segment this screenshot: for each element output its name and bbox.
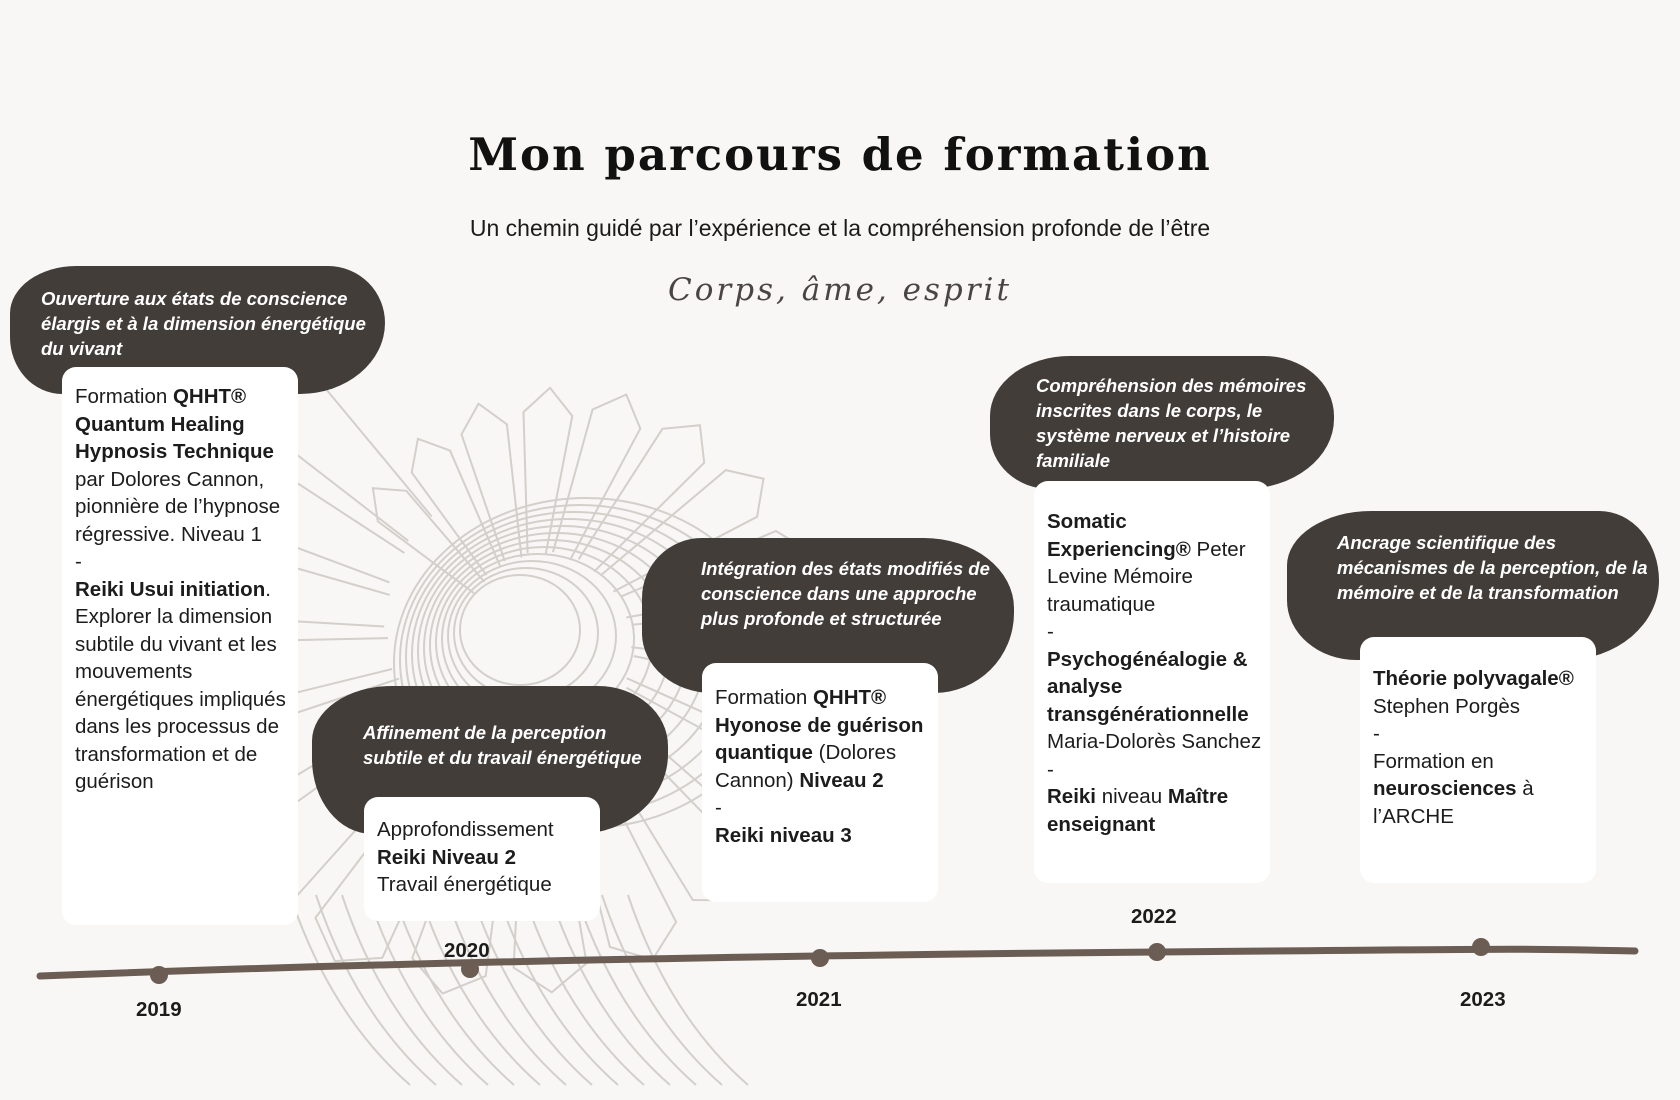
card-text: Formation: [75, 385, 173, 408]
card-text: -: [1047, 620, 1054, 643]
timeline-dot-2022: [1148, 943, 1166, 961]
year-label-2020: 2020: [444, 939, 490, 962]
page-title: Mon parcours de formation: [468, 128, 1212, 181]
card-text: -: [75, 550, 82, 573]
card-text-bold: Psychogénéalogie & analyse transgénérationnelle: [1047, 647, 1249, 726]
card-text-bold: Théorie polyvagale®: [1373, 667, 1574, 690]
card-text-bold: Reiki Usui initiation: [75, 577, 266, 601]
card-text: Peter Levine Mémoire traumatique: [1047, 537, 1246, 616]
card-text-bold: QHHT® Quantum Healing Hypnosis Technique: [75, 385, 274, 463]
year-label-2021: 2021: [796, 988, 842, 1011]
intention-bubble-2022: Compréhension des mémoires inscrites dans le corps, le système nerveux et l’histoire familiale: [990, 356, 1334, 489]
card-text: niveau: [1096, 785, 1168, 808]
card-text: -: [1373, 722, 1380, 745]
card-text: à l’ARCHE: [1373, 777, 1534, 828]
card-text: (Dolores Cannon): [715, 741, 897, 792]
card-text: -: [1047, 757, 1054, 781]
year-label-2023: 2023: [1460, 988, 1506, 1011]
year-label-2022: 2022: [1131, 905, 1177, 928]
timeline-dot-2019: [150, 966, 168, 984]
tagline: Corps, âme, esprit: [668, 272, 1012, 308]
page-subtitle: Un chemin guidé par l’expérience et la compréhension profonde de l’être: [469, 215, 1211, 241]
intention-bubble-2019: Ouverture aux états de conscience élargis et à la dimension énergétique du vivant: [10, 266, 385, 394]
card-text-bold: Somatic Experiencing®: [1047, 510, 1191, 561]
timeline-line: [40, 949, 1635, 976]
card-text-bold: Niveau 2: [799, 768, 884, 792]
card-text-bold: Reiki: [1047, 785, 1096, 808]
card-text: Stephen Porgès: [1373, 694, 1521, 718]
card-text-bold: Reiki niveau 3: [715, 823, 852, 847]
card-text: Formation: [715, 686, 813, 709]
card-text: -: [715, 796, 722, 819]
intention-bubble-2021: Intégration des états modifiés de conscience dans une approche plus profonde et structurée: [642, 538, 1014, 693]
card-text-bold: Reiki Niveau 2: [377, 845, 517, 869]
intention-bubble-2023: Ancrage scientifique des mécanismes de la perception, de la mémoire et de la transformation: [1287, 511, 1659, 660]
intention-bubble-2020: Affinement de la perception subtile et du travail énergétique: [312, 686, 668, 834]
card-text-bold: Maître enseignant: [1047, 785, 1229, 836]
year-label-2019: 2019: [136, 998, 182, 1021]
card-text-bold: QHHT® Hyonose de guérison quantique: [715, 686, 924, 764]
card-text: . Explorer la dimension subtile du vivant et les mouvements énergétiques impliqués dans les processus de transformation et de guérison: [75, 577, 286, 793]
card-text: Approfondissement: [377, 818, 554, 841]
card-text: Travail énergétique: [377, 873, 552, 896]
card-text: Formation en: [1373, 749, 1494, 773]
card-text-bold: neurosciences: [1373, 777, 1517, 800]
card-text: Maria-Dolorès Sanchez: [1047, 730, 1262, 753]
card-text: par Dolores Cannon, pionnière de l’hypnose régressive. Niveau 1: [75, 467, 281, 546]
timeline-dot-2023: [1472, 938, 1490, 956]
timeline-dot-2021: [811, 949, 829, 967]
